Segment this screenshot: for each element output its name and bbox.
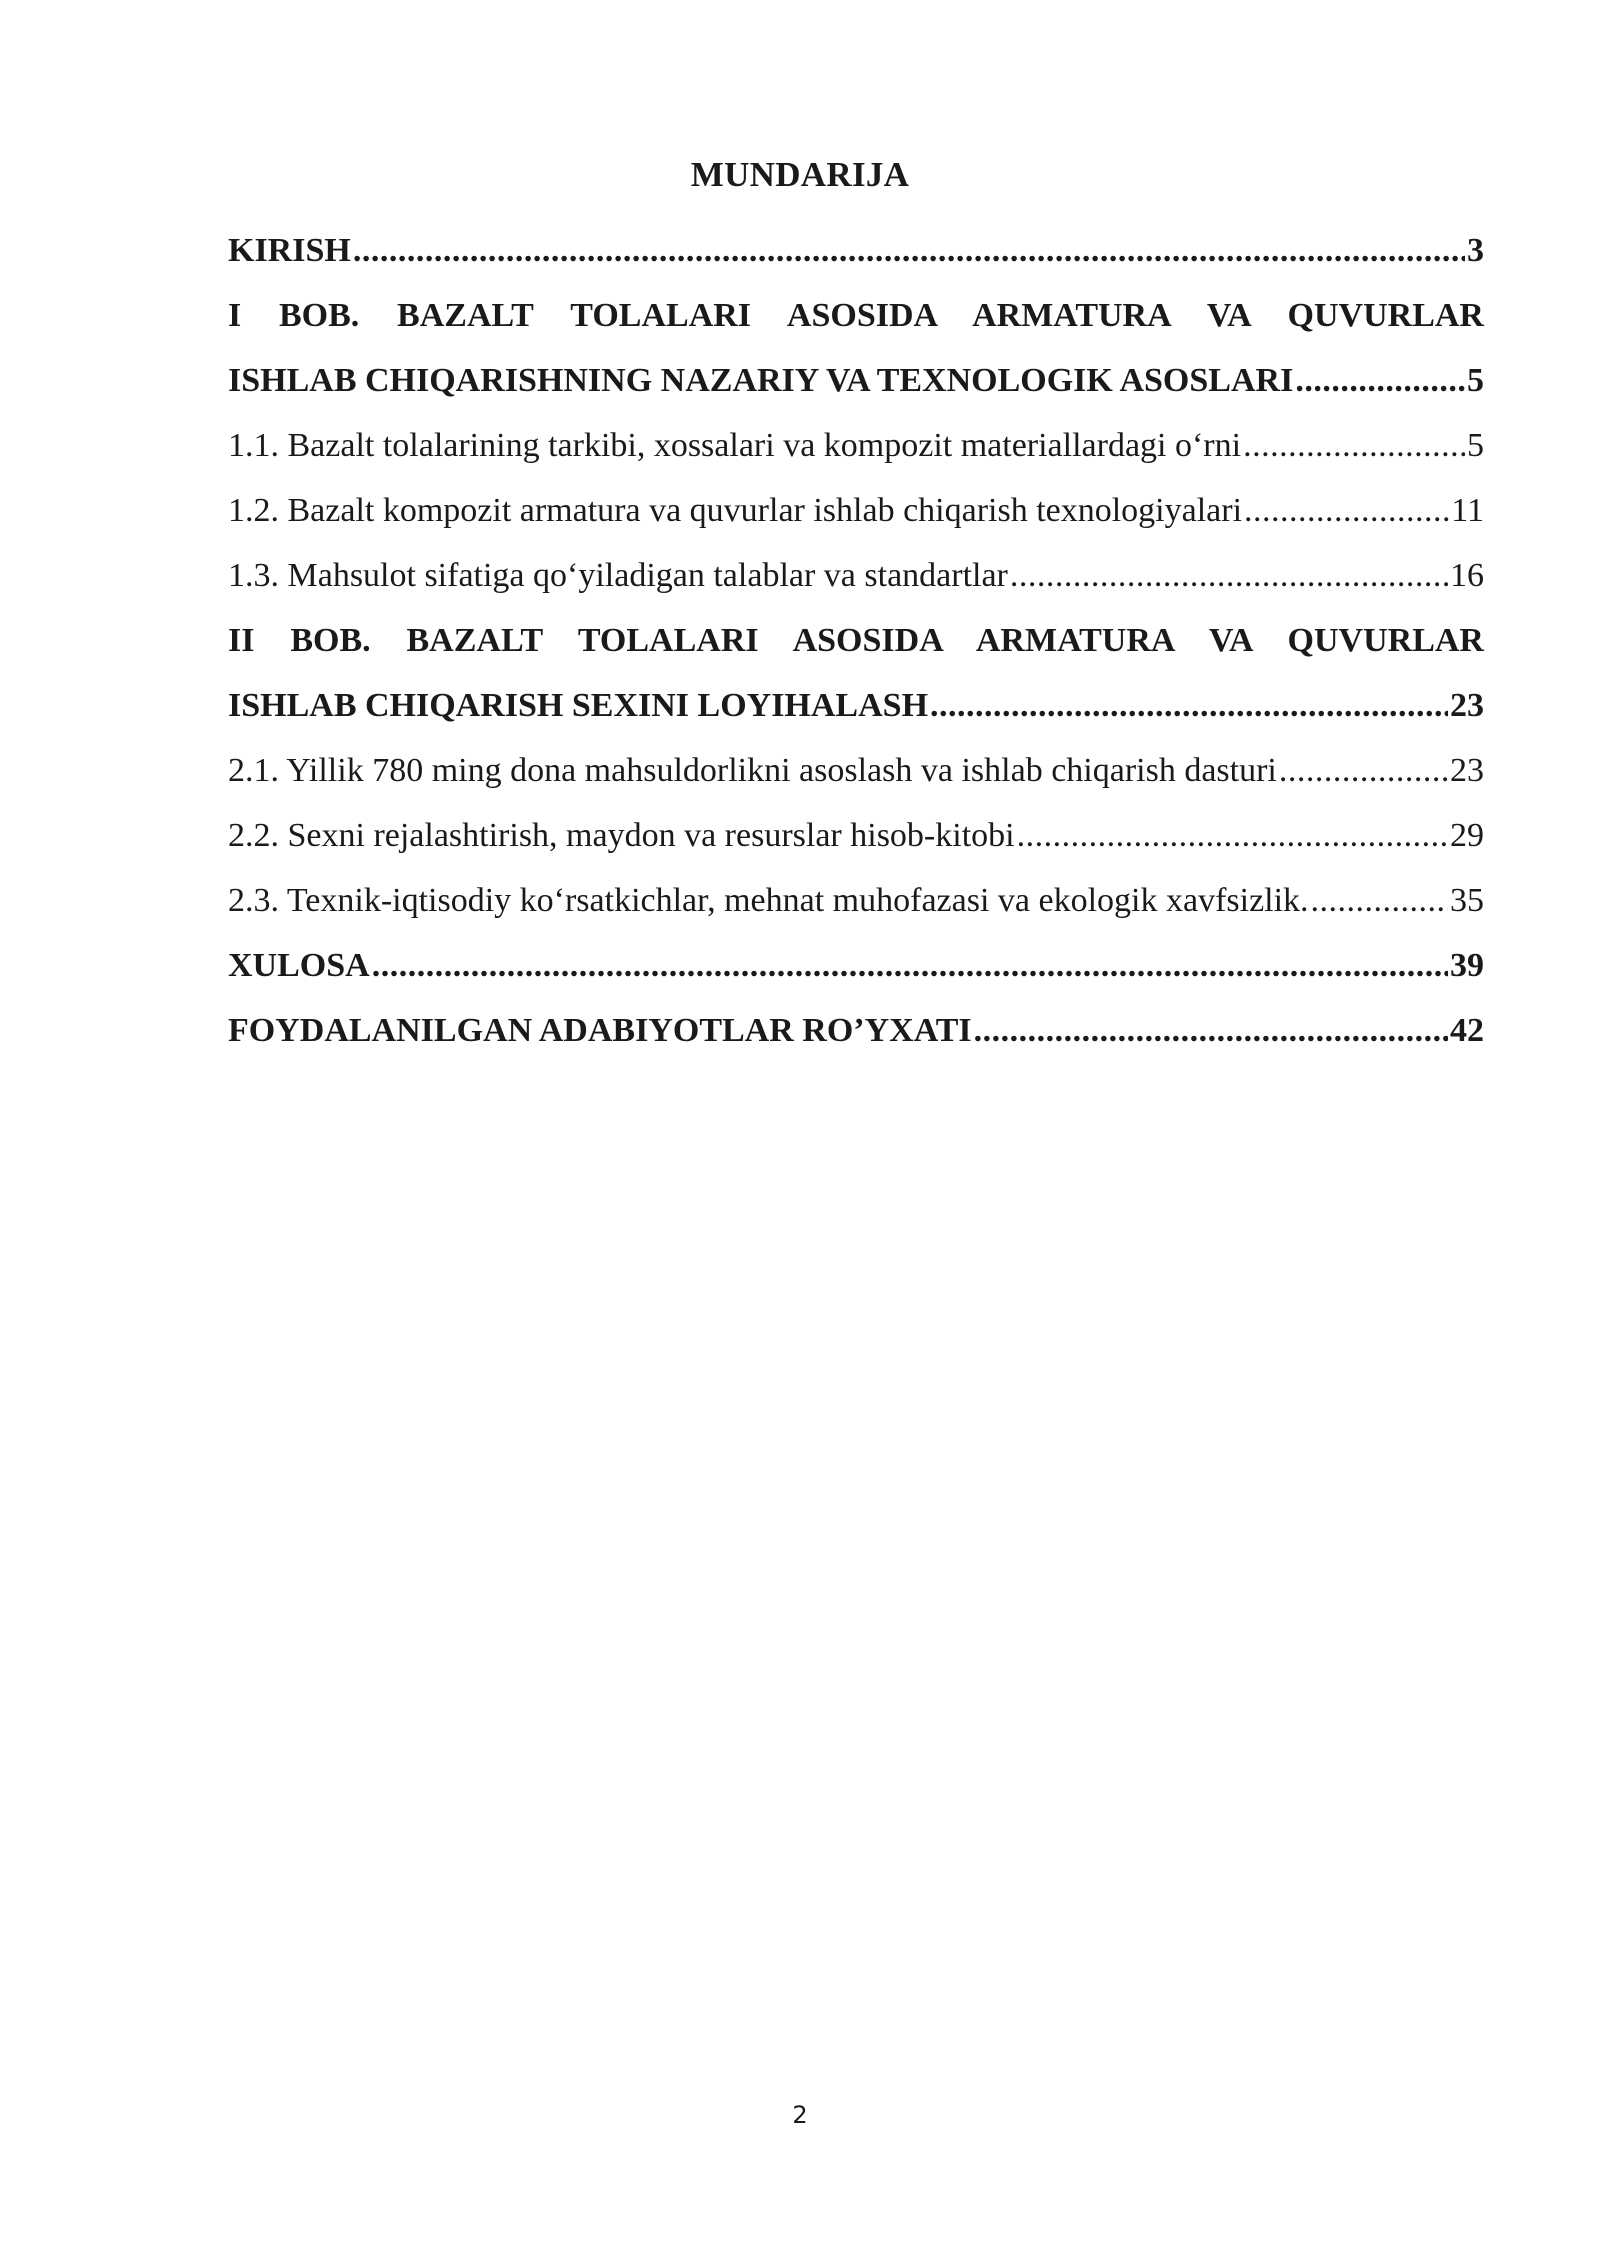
dot-leader <box>1244 478 1449 543</box>
toc-entry-label: II BOB. BAZALT TOLALARI ASOSIDA ARMATURA VA QUVURLAR <box>228 622 1484 659</box>
dot-leader <box>372 933 1448 998</box>
toc-entry-page: 35 <box>1450 882 1484 919</box>
toc-entry-label: 1.2. Bazalt kompozit armatura va quvurlar ishlab chiqarish texnologiyalari <box>228 492 1243 529</box>
toc-entry-page: 39 <box>1450 947 1484 984</box>
toc-entry-chapter-2-line-2[interactable] <box>228 673 1484 738</box>
dot-leader <box>930 673 1448 738</box>
toc-entry-section-1-3[interactable] <box>228 543 1484 608</box>
toc-entry-page: 23 <box>1450 687 1484 724</box>
dot-leader <box>1279 738 1448 803</box>
toc-entry-label: ISHLAB CHIQARISHNING NAZARIY VA TEXNOLOGIK ASOSLARI <box>228 362 1294 399</box>
toc-entry-page: 42 <box>1450 1012 1484 1049</box>
page-title: MUNDARIJA <box>690 155 910 194</box>
toc-entry-label: XULOSA <box>228 947 370 984</box>
toc-entry-section-2-3[interactable] <box>228 868 1484 933</box>
toc-entry-label: 2.2. Sexni rejalashtirish, maydon va resurslar hisob-kitobi <box>228 817 1015 854</box>
toc-entry-page: 3 <box>1467 232 1484 269</box>
toc-entry-label: 2.1. Yillik 780 ming dona mahsuldorlikni asoslash va ishlab chiqarish dasturi <box>228 752 1277 789</box>
toc-entry-page: 16 <box>1450 557 1484 594</box>
page-number: 2 <box>792 2101 808 2129</box>
dot-leader <box>974 998 1448 1063</box>
toc-entry-section-2-1[interactable] <box>228 738 1484 803</box>
toc-entry-section-1-1[interactable] <box>228 413 1484 478</box>
dot-leader <box>1311 868 1448 933</box>
toc-entry-chapter-2-line-1[interactable] <box>228 608 1484 673</box>
toc-entry-chapter-1-line-2[interactable] <box>228 348 1484 413</box>
toc-entry-label: ISHLAB CHIQARISH SEXINI LOYIHALASH <box>228 687 929 724</box>
toc-entry-page: 23 <box>1450 752 1484 789</box>
toc-entry-references[interactable] <box>228 998 1484 1063</box>
toc-entry-label: I BOB. BAZALT TOLALARI ASOSIDA ARMATURA VA QUVURLAR <box>228 297 1484 334</box>
toc-entry-kirish[interactable] <box>228 218 1484 283</box>
dot-leader <box>1295 348 1465 413</box>
toc-entry-label: FOYDALANILGAN ADABIYOTLAR RO’YXATI <box>228 1012 972 1049</box>
toc-entry-page: 5 <box>1467 362 1484 399</box>
toc-entry-page: 5 <box>1467 427 1484 464</box>
toc-entry-label: KIRISH <box>228 232 351 269</box>
dot-leader <box>1010 543 1448 608</box>
toc-entry-page: 11 <box>1451 492 1484 529</box>
toc-entry-xulosa[interactable] <box>228 933 1484 998</box>
toc-entry-label: 1.3. Mahsulot sifatiga qo‘yiladigan talablar va standartlar <box>228 557 1008 594</box>
toc-entry-label: 2.3. Texnik-iqtisodiy ko‘rsatkichlar, mehnat muhofazasi va ekologik xavfsizlik. <box>228 882 1309 919</box>
dot-leader <box>1017 803 1448 868</box>
toc-entry-section-1-2[interactable] <box>228 478 1484 543</box>
toc-entry-label: 1.1. Bazalt tolalarining tarkibi, xossalari va kompozit materiallardagi o‘rni <box>228 427 1242 464</box>
table-of-contents <box>228 218 1484 1063</box>
toc-entry-chapter-1-line-1[interactable] <box>228 283 1484 348</box>
dot-leader <box>1243 413 1465 478</box>
toc-entry-page: 29 <box>1450 817 1484 854</box>
toc-entry-section-2-2[interactable] <box>228 803 1484 868</box>
dot-leader <box>353 218 1465 283</box>
